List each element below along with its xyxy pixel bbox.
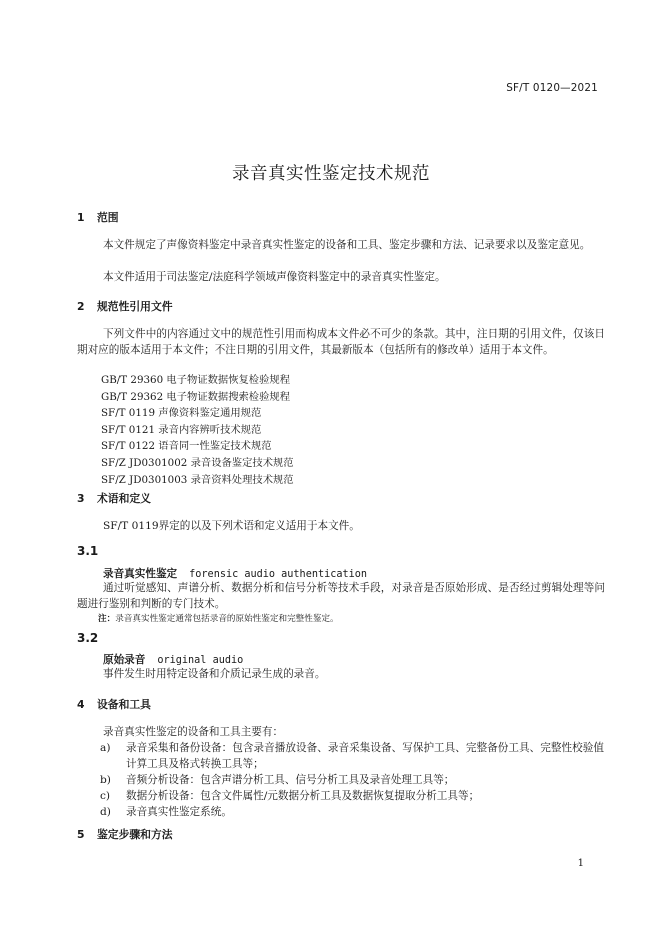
normative-references-list <box>77 372 294 488</box>
document-number: SF/T 0120—2021 <box>506 82 598 94</box>
section-5-heading <box>77 827 173 842</box>
reference-item: SF/Z JD0301003 录音资料处理技术规范 <box>101 473 294 486</box>
section-title: 鉴定步骤和方法 <box>97 828 173 841</box>
section-number: 4 <box>77 698 85 711</box>
list-item-text: 数据分析设备：包含文件属性/元数据分析工具及数据恢复提取分析工具等； <box>126 790 480 802</box>
section-title: 设备和工具 <box>97 698 151 711</box>
term-3-1-heading <box>103 566 367 581</box>
list-item <box>100 804 604 820</box>
list-item-text: 录音采集和备份设备：包含录音播放设备、录音采集设备、写保护工具、完整备份工具、完整性校验值计算工具及格式转换工具等； <box>126 742 604 770</box>
section-1-heading <box>77 210 119 225</box>
section-3-intro: SF/T 0119界定的以及下列术语和定义适用于本文件。 <box>103 520 360 532</box>
section-1-paragraph-1: 本文件规定了声像资料鉴定中录音真实性鉴定的设备和工具、鉴定步骤和方法、记录要求以及鉴定意见。 <box>103 239 591 251</box>
reference-item: SF/Z JD0301002 录音设备鉴定技术规范 <box>101 456 294 469</box>
section-title: 术语和定义 <box>97 492 151 505</box>
term-3-1-note <box>98 612 339 624</box>
reference-item: GB/T 29360 电子物证数据恢复检验规程 <box>101 374 290 386</box>
section-1-paragraph-2: 本文件适用于司法鉴定/法庭科学领域声像资料鉴定中的录音真实性鉴定。 <box>103 271 446 283</box>
section-2-paragraph-1: 下列文件中的内容通过文中的规范性引用而构成本文件必不可少的条款。其中，注日期的引用文件，仅该日期对应的版本适用于本文件；不注日期的引用文件，其最新版本（包括所有的修改单）适用于本文件。 <box>77 328 605 356</box>
list-item-label: c) <box>100 790 111 802</box>
term-3-1-definition: 通过听觉感知、声谱分析、数据分析和信号分析等技术手段，对录音是否原始形成、是否经过剪辑处理等问题进行鉴别和判断的专门技术。 <box>77 582 605 610</box>
term-chinese: 录音真实性鉴定 <box>103 568 178 580</box>
reference-item: SF/T 0121 录音内容辨听技术规范 <box>101 423 262 436</box>
note-text: 录音真实性鉴定通常包括录音的原始性鉴定和完整性鉴定。 <box>115 614 339 624</box>
section-4-intro: 录音真实性鉴定的设备和工具主要有： <box>103 726 284 738</box>
reference-item: GB/T 29362 电子物证数据搜索检验规程 <box>101 390 290 403</box>
list-item <box>100 740 604 772</box>
list-item <box>100 772 604 788</box>
section-3-heading <box>77 491 151 506</box>
document-title: 录音真实性鉴定技术规范 <box>232 164 430 184</box>
list-item-label: a) <box>100 742 111 754</box>
term-3-2-number: 3.2 <box>77 631 99 645</box>
term-3-1-number: 3.1 <box>77 544 99 558</box>
section-title: 范围 <box>97 211 119 224</box>
term-chinese: 原始录音 <box>103 654 146 666</box>
list-item-label: d) <box>100 806 111 818</box>
term-english: forensic audio authentication <box>189 569 368 580</box>
term-3-2-heading <box>103 652 243 667</box>
reference-item: SF/T 0122 语音同一性鉴定技术规范 <box>101 440 272 453</box>
page-number: 1 <box>577 858 584 869</box>
section-4-heading <box>77 697 151 712</box>
section-number: 3 <box>77 492 85 505</box>
term-english: original audio <box>157 655 244 666</box>
section-number: 1 <box>77 211 85 224</box>
section-2-heading <box>77 299 173 314</box>
equipment-list <box>100 740 604 820</box>
note-label: 注： <box>98 614 116 624</box>
term-3-2-definition: 事件发生时用特定设备和介质记录生成的录音。 <box>103 668 326 680</box>
list-item <box>100 788 604 804</box>
section-number: 2 <box>77 300 85 313</box>
list-item-text: 录音真实性鉴定系统。 <box>126 806 232 818</box>
list-item-label: b) <box>100 774 111 786</box>
reference-item: SF/T 0119 声像资料鉴定通用规范 <box>101 407 262 420</box>
list-item-text: 音频分析设备：包含声谱分析工具、信号分析工具及录音处理工具等； <box>126 774 455 786</box>
section-title: 规范性引用文件 <box>97 300 173 313</box>
section-number: 5 <box>77 828 85 841</box>
